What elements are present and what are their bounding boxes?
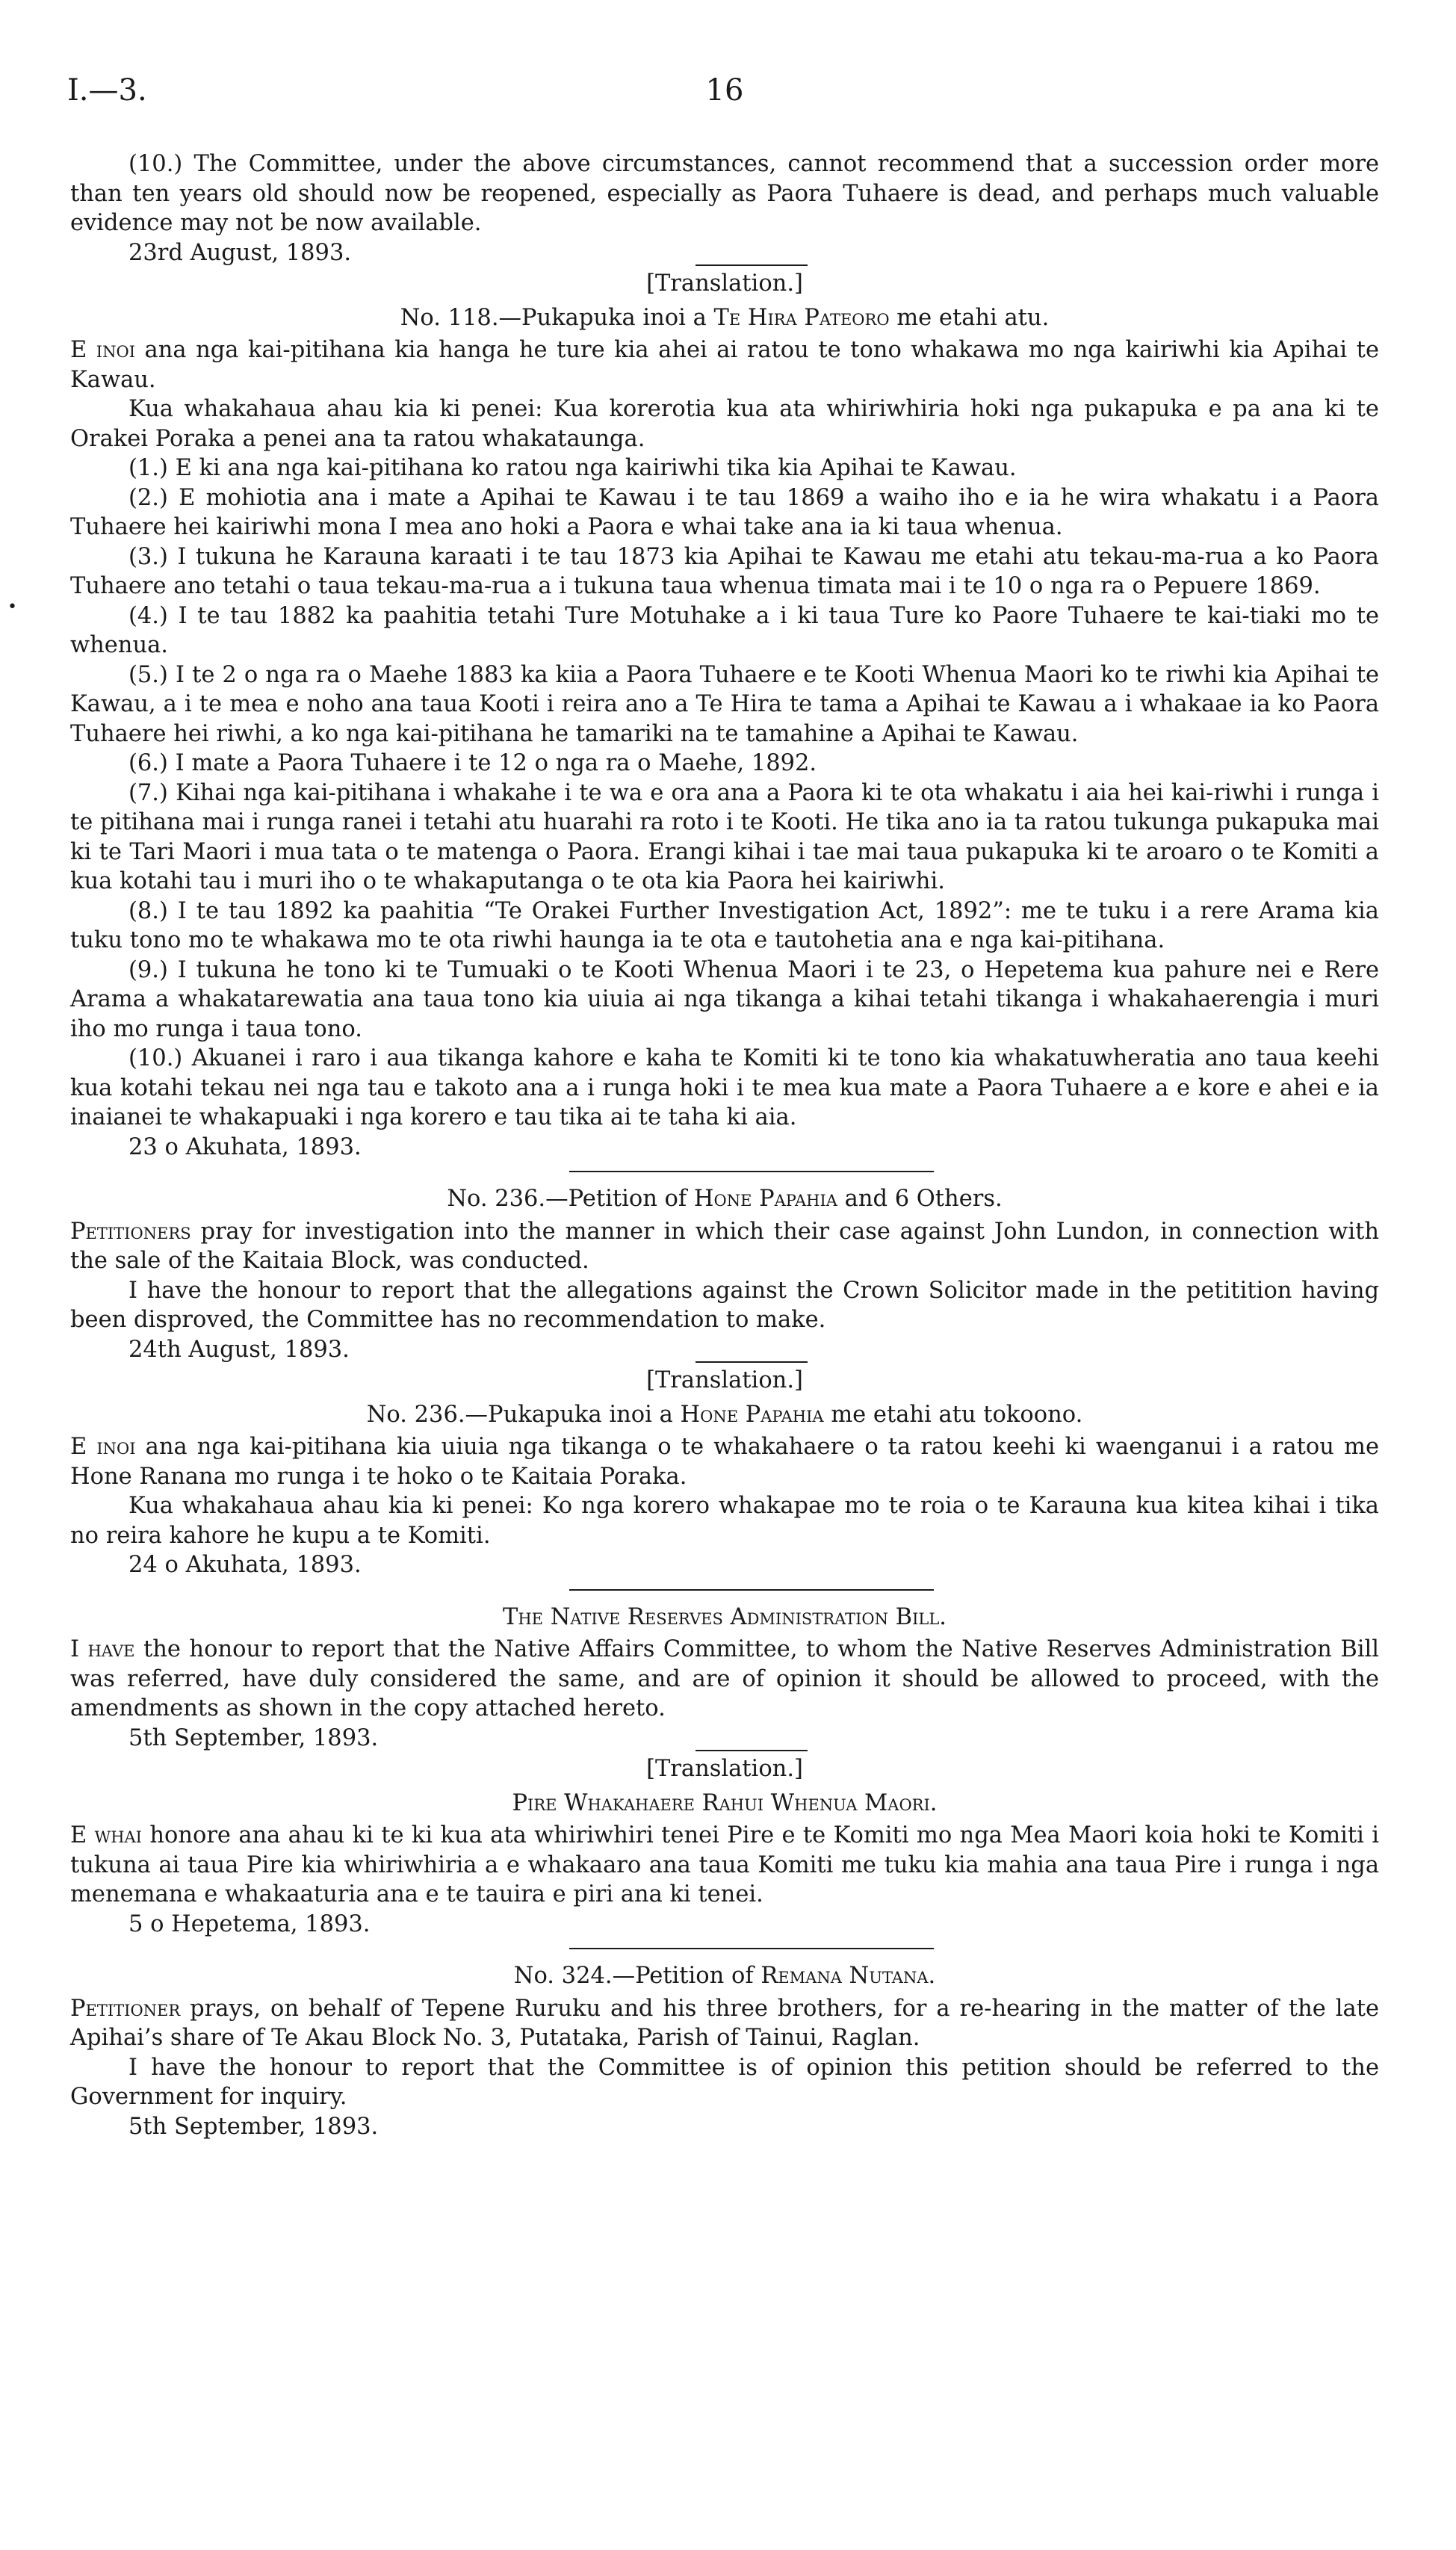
petition-heading	[70, 1184, 1379, 1214]
translation-label: [Translation.]	[646, 270, 803, 297]
divider	[569, 1948, 934, 1949]
paragraph	[70, 1635, 1379, 1724]
date-line: 5 o Hepetema, 1893.	[128, 1910, 371, 1937]
small-caps-text: Hone Papahia	[693, 1186, 837, 1212]
page-number: 16	[705, 73, 744, 108]
translation-label: [Translation.]	[646, 1756, 803, 1782]
text-run: No. 236.—Petition of	[447, 1186, 694, 1212]
paragraph: I have the honour to report that the allegations against the Crown Solicitor made in the petitition having been disproved, the Committee has no recommendation to make.	[70, 1277, 1379, 1333]
text-run: and 6 Others.	[837, 1186, 1003, 1212]
petition-heading	[70, 303, 1379, 333]
paragraph	[70, 1432, 1379, 1491]
text-run: me etahi atu.	[889, 304, 1050, 331]
paragraph	[70, 1217, 1379, 1276]
paper-reference: I.—3.	[67, 73, 147, 108]
text-run: prays, on behalf of Tepene Ruruku and his three brothers, for a re-hearing in the matter of the late Apihai’s share of Te Akau Block No. 3, Putataka, Parish of Tainui, Raglan.	[70, 1995, 1379, 2051]
paragraph: (9.) I tukuna he tono ki te Tumuaki o te Kooti Whenua Maori i te 23, o Hepetema kua pahure nei e Rere Arama a whakatarewatia ana taua tono kia uiuia ai nga tikanga a kihai tetahi tikanga i whakahaerengia i muri iho mo runga i taua tono.	[70, 956, 1379, 1042]
small-caps-text: I have	[70, 1636, 135, 1662]
small-caps-text: Pire Whakahaere Rahui Whenua Maori.	[512, 1789, 938, 1816]
paragraph: (5.) I te 2 o nga ra o Maehe 1883 ka kiia a Paora Tuhaere e te Kooti Whenua Maori ko te riwhi kia Apihai te Kawau, a i te mea e noho ana taua Kooti i reira ano a Te Hira te tama a Apihai te Kawau a i whakaae ia ko Paora Tuhaere hei riwhi, a ko nga kai-pitihana he tamariki na te tamahine a Apihai te Kawau.	[70, 661, 1379, 747]
paragraph: (7.) Kihai nga kai-pitihana i whakahe i te wa e ora ana a Paora ki te ota whakatu i aia hei kai-riwhi i runga i te pitihana mai i runga ranei i tetahi atu huarahi ra roto i te Kooti. He tika ano ia ta ratou tukunga pukapuka mai ki te Tari Maori i mua tata o te matenga o Paora. Erangi kihai i tae mai taua pukapuka ki te aroaro o te Komiti a kua kotahi tau i muri iho o te whakaputanga o te ota kia Paora hei kairiwhi.	[70, 779, 1379, 894]
small-caps-text: Remana Nutana	[760, 1963, 929, 1989]
date-line: 5th September, 1893.	[128, 2113, 379, 2140]
page-header	[67, 72, 1382, 117]
paragraph: Kua whakahaua ahau kia ki penei: Ko nga korero whakapae mo te roia o te Karauna kua kitea kihai i tika no reira kahore he kupu a te Komiti.	[70, 1493, 1379, 1549]
small-caps-text: E inoi	[70, 1434, 136, 1460]
paragraph: (3.) I tukuna he Karauna karaati i te tau 1873 kia Apihai te Kawau me etahi atu tekau-ma-rua a ko Paora Tuhaere ano tetahi o taua tekau-ma-rua a i tukuna taua whenua timata mai i te 10 o nga ra o Pepuere 1869.	[70, 543, 1379, 599]
date-line: 24 o Akuhata, 1893.	[128, 1552, 362, 1578]
text-run: .	[928, 1963, 936, 1989]
divider	[696, 1361, 808, 1363]
document-body	[7, 149, 1380, 2141]
small-caps-text: Hone Papahia	[680, 1401, 824, 1428]
divider	[569, 1589, 934, 1591]
paragraph: (4.) I te tau 1882 ka paahitia tetahi Ture Motuhake a i ki taua Ture ko Paore Tuhaere te kai-tiaki mo te whenua.	[70, 602, 1379, 658]
paragraph: (2.) E mohiotia ana i mate a Apihai te Kawau i te tau 1869 a waiho iho e ia he wira whakatu i a Paora Tuhaere hei kairiwhi mona I mea ano hoki a Paora e whai take ana ia ki taua whenua.	[70, 484, 1379, 540]
date-line: 5th September, 1893.	[128, 1724, 379, 1751]
small-caps-text: E whai	[70, 1822, 142, 1848]
date-line: 23rd August, 1893.	[128, 239, 352, 266]
small-caps-text: E inoi	[70, 337, 135, 363]
margin-mark: •	[7, 598, 17, 616]
text-run: honore ana ahau ki te ki kua ata whiriwhiri tenei Pire e te Komiti mo nga Mea Maori koia hoki te Komiti i tukuna ai taua Pire kia whiriwhiria a e whakaaro ana taua Komiti me tuku kia mahia ana taua Pire i runga i nga menemana e whakaaturia ana e te tauira e piri ana ki tenei.	[70, 1822, 1380, 1907]
text-run: ana nga kai-pitihana kia hanga he ture kia ahei ai ratou te tono whakawa mo nga kairiwhi kia Apihai te Kawau.	[70, 337, 1379, 393]
text-run: No. 324.—Petition of	[513, 1963, 761, 1989]
bill-heading	[70, 1603, 1379, 1633]
paragraph: I have the honour to report that the Committee is of opinion this petition should be referred to the Government for inquiry.	[70, 2054, 1379, 2110]
bill-heading	[70, 1789, 1379, 1819]
paragraph: (1.) E ki ana nga kai-pitihana ko ratou nga kairiwhi tika kia Apihai te Kawau.	[128, 455, 1017, 481]
text-run: No. 236.—Pukapuka inoi a	[366, 1401, 681, 1428]
text-run: the honour to report that the Native Affairs Committee, to whom the Native Reserves Administration Bill was referred, have duly considered the same, and are of opinion it should be allowed to proceed, with the amendments as shown in the copy attached hereto.	[70, 1636, 1380, 1721]
paragraph: (10.) The Committee, under the above circumstances, cannot recommend that a succession order more than ten years old should now be reopened, especially as Paora Tuhaere is dead, and perhaps much valuable evidence may not be now available.	[70, 151, 1379, 236]
small-caps-text: The Native Reserves Administration Bill.	[503, 1603, 947, 1630]
text-run: No. 118.—Pukapuka inoi a	[400, 304, 714, 331]
divider	[696, 1750, 808, 1751]
paragraph	[70, 1821, 1379, 1910]
small-caps-text: Te Hira Pateoro	[713, 304, 890, 331]
paragraph: (10.) Akuanei i raro i aua tikanga kahore e kaha te Komiti ki te tono kia whakatuwheratia ano taua keehi kua kotahi tekau nei nga tau e takoto ana a i runga hoki i te mea kua mate a Paora Tuhaere a e kore e ahei e ia inaianei te whakapuaki i nga korero e tau tika ai te taha ki aia.	[70, 1045, 1379, 1130]
text-run: pray for investigation into the manner in which their case against John Lundon, in connection with the sale of the Kaitaia Block, was conducted.	[70, 1218, 1379, 1274]
text-run: me etahi atu tokoono.	[823, 1401, 1083, 1428]
paragraph	[70, 1994, 1379, 2053]
petition-heading	[70, 1400, 1379, 1430]
divider	[569, 1171, 934, 1172]
paragraph: Kua whakahaua ahau kia ki penei: Kua korerotia kua ata whiriwhiria hoki nga pukapuka e pa ana ki te Orakei Poraka a penei ana ta ratou whakataunga.	[70, 396, 1379, 452]
paragraph: (6.) I mate a Paora Tuhaere i te 12 o nga ra o Maehe, 1892.	[128, 750, 817, 776]
small-caps-text: Petitioner	[70, 1995, 181, 2022]
paragraph: (8.) I te tau 1892 ka paahitia “Te Orakei Further Investigation Act, 1892”: me te tuku i a rere Arama kia tuku tono mo te whakawa mo te ota riwhi haunga ia te ota e tautohetia ana e nga kai-pitihana.	[70, 897, 1379, 953]
date-line: 24th August, 1893.	[128, 1336, 350, 1363]
date-line: 23 o Akuhata, 1893.	[128, 1133, 362, 1160]
small-caps-text: Petitioners	[70, 1218, 191, 1245]
text-run: ana nga kai-pitihana kia uiuia nga tikanga o te whakahaere o ta ratou keehi ki waenganui i a ratou me Hone Ranana mo runga i te hoko o te Kaitaia Poraka.	[70, 1434, 1379, 1490]
petition-heading	[70, 1961, 1379, 1991]
translation-label: [Translation.]	[646, 1367, 803, 1393]
divider	[696, 264, 808, 266]
paragraph	[70, 335, 1379, 394]
